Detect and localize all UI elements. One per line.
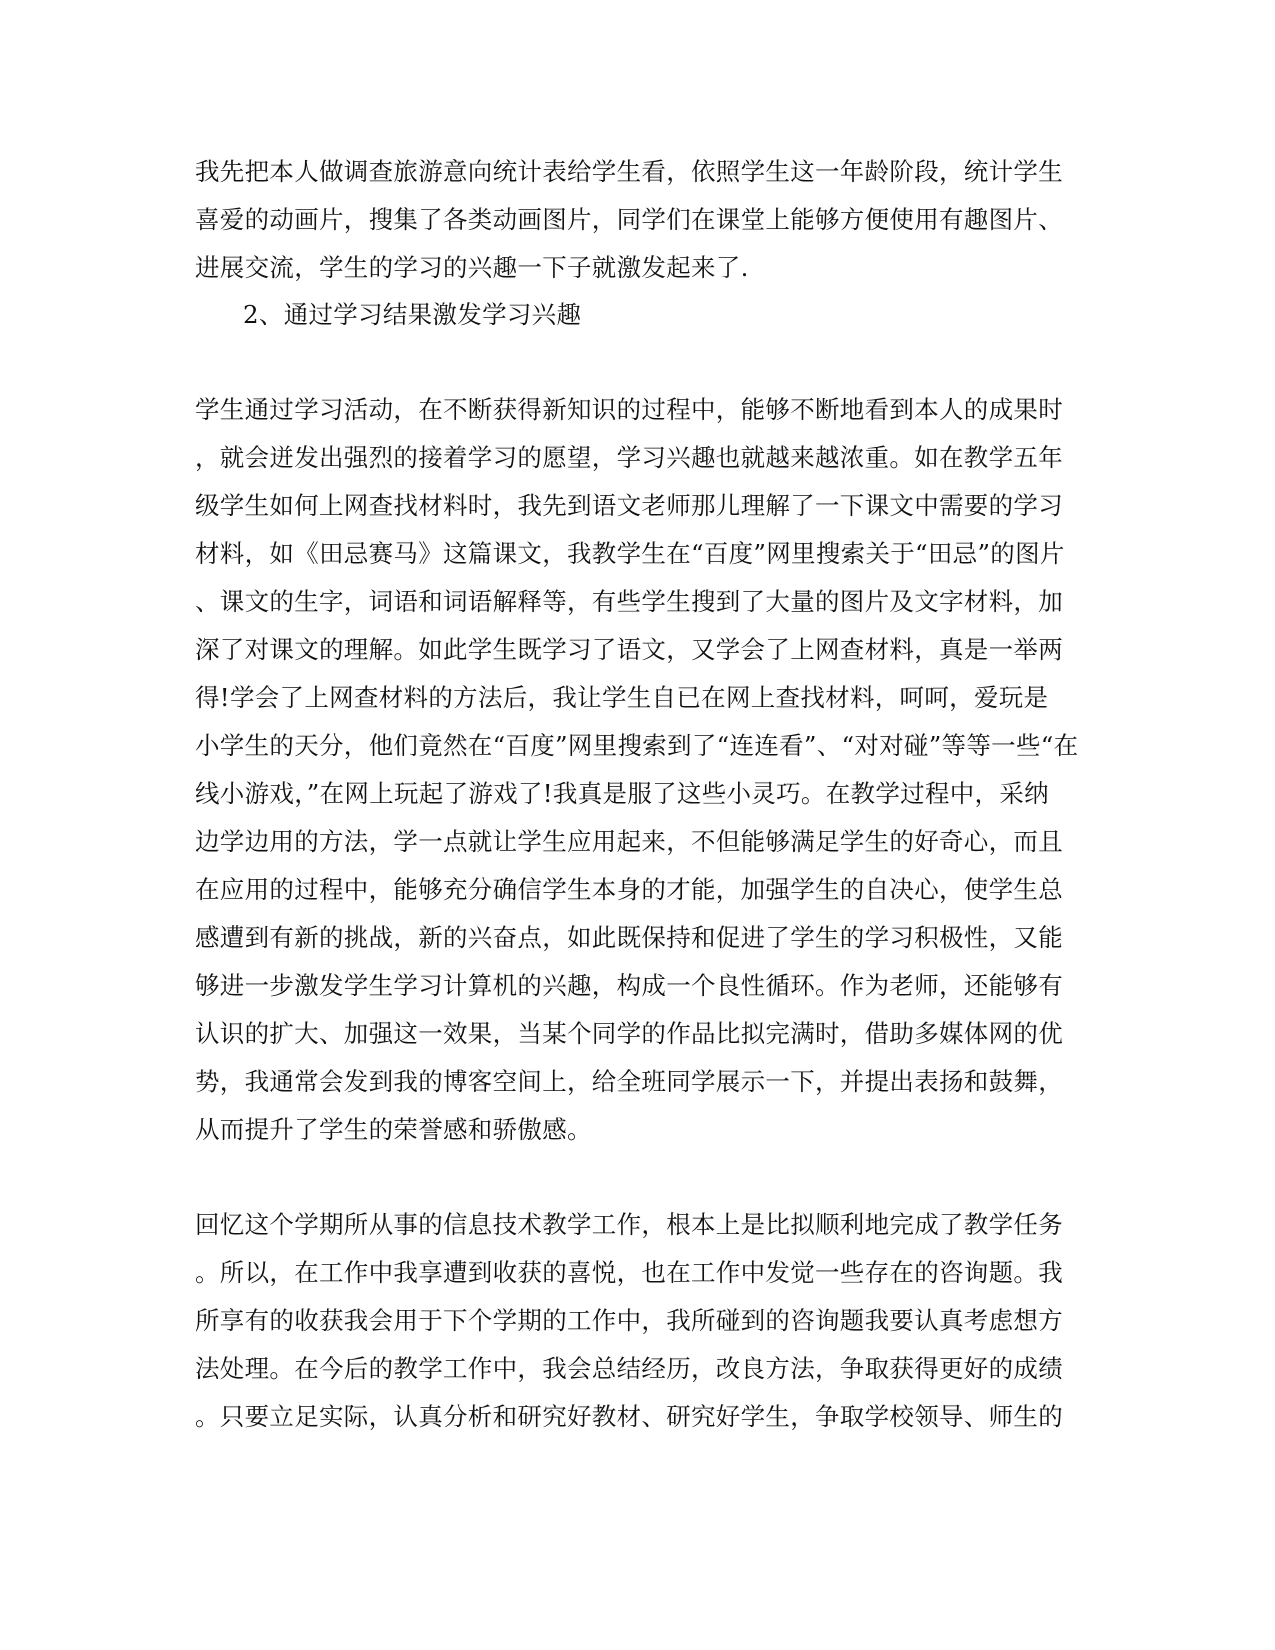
section-heading: 2、通过学习结果激发学习兴趣 <box>243 300 582 329</box>
text-line: 回忆这个学期所从事的信息技术教学工作，根本上是比拟顺利地完成了教学任务 <box>195 1210 1063 1239</box>
text-line: 小学生的天分，他们竟然在“百度”网里搜索到了“连连看”、“对对碰”等等一些“在 <box>195 731 1079 760</box>
text-line: 得!学会了上网查材料的方法后，我让学生自已在网上查找材料，呵呵，爱玩是 <box>195 683 1049 712</box>
text-line: ，就会迸发出强烈的接着学习的愿望，学习兴趣也就越来越浓重。如在教学五年 <box>195 443 1063 472</box>
text-line: 在应用的过程中，能够充分确信学生本身的才能，加强学生的自决心，使学生总 <box>195 875 1063 904</box>
text-line: 级学生如何上网查找材料时，我先到语文老师那儿理解了一下课文中需要的学习 <box>195 491 1063 520</box>
text-line: 。所以，在工作中我享遭到收获的喜悦，也在工作中发觉一些存在的咨询题。我 <box>195 1258 1063 1287</box>
text-line: 线小游戏，”在网上玩起了游戏了!我真是服了这些小灵巧。在教学过程中，采纳 <box>195 779 1049 808</box>
text-line: 材料，如《田忌赛马》这篇课文，我教学生在“百度”网里搜索关于“田忌”的图片 <box>195 539 1065 568</box>
text-line: 我先把本人做调查旅游意向统计表给学生看，依照学生这一年龄阶段，统计学生 <box>195 157 1063 186</box>
text-line: 边学边用的方法，学一点就让学生应用起来，不但能够满足学生的好奇心，而且 <box>195 827 1063 856</box>
text-line: 喜爱的动画片，搜集了各类动画图片，同学们在课堂上能够方便使用有趣图片、 <box>195 205 1063 234</box>
text-line: 、课文的生字，词语和词语解释等，有些学生搜到了大量的图片及文字材料，加 <box>195 587 1063 616</box>
text-line: 感遭到有新的挑战，新的兴奋点，如此既保持和促进了学生的学习积极性，又能 <box>195 923 1063 952</box>
text-line: 法处理。在今后的教学工作中，我会总结经历，改良方法，争取获得更好的成绩 <box>195 1354 1063 1383</box>
text-line: 。只要立足实际，认真分析和研究好教材、研究好学生，争取学校领导、师生的 <box>195 1402 1063 1431</box>
text-line: 从而提升了学生的荣誉感和骄傲感。 <box>195 1115 592 1144</box>
text-line: 够进一步激发学生学习计算机的兴趣，构成一个良性循环。作为老师，还能够有 <box>195 971 1063 1000</box>
text-line: 深了对课文的理解。如此学生既学习了语文，又学会了上网查材料，真是一举两 <box>195 635 1063 664</box>
text-line: 学生通过学习活动，在不断获得新知识的过程中，能够不断地看到本人的成果时 <box>195 395 1063 424</box>
text-line: 进展交流，学生的学习的兴趣一下子就激发起来了. <box>195 253 749 282</box>
text-line: 认识的扩大、加强这一效果，当某个同学的作品比拟完满时，借助多媒体网的优 <box>195 1019 1063 1048</box>
text-line: 势，我通常会发到我的博客空间上，给全班同学展示一下，并提出表扬和鼓舞， <box>195 1067 1063 1096</box>
text-line: 所享有的收获我会用于下个学期的工作中，我所碰到的咨询题我要认真考虑想方 <box>195 1306 1063 1335</box>
